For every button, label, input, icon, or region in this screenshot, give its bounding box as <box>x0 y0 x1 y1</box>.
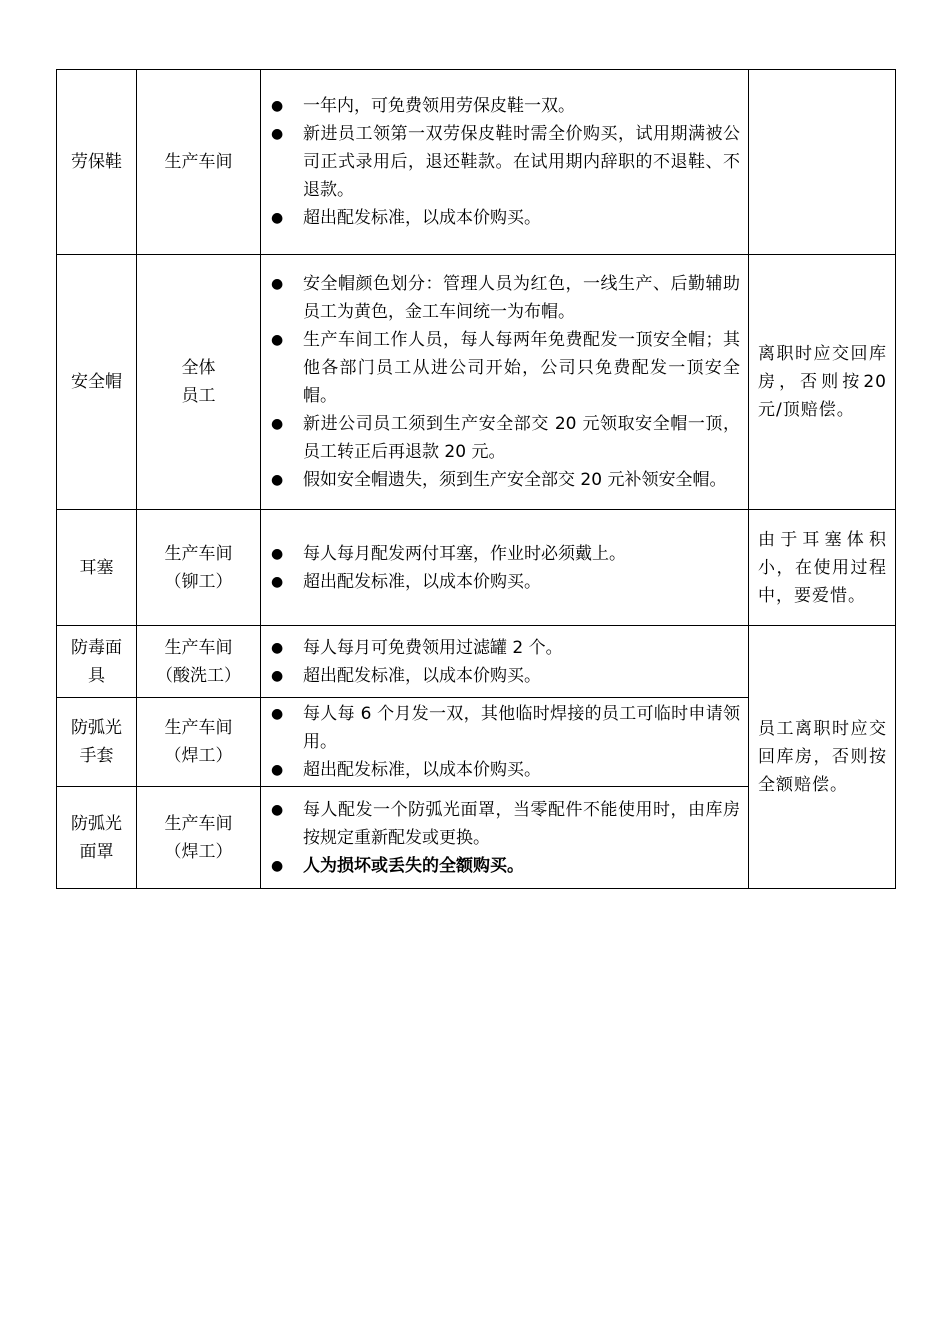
item-label-line-2: 具 <box>88 665 105 686</box>
list-item <box>271 120 740 204</box>
list-item <box>271 662 740 690</box>
item-cell <box>57 510 137 626</box>
rules-cell <box>261 255 749 510</box>
bullet-icon: ● <box>271 639 284 656</box>
item-cell <box>57 626 137 698</box>
list-item <box>271 568 740 596</box>
dept-label-line-2: （焊工） <box>164 746 233 766</box>
dept-cell <box>137 255 261 510</box>
bullet-icon: ● <box>271 98 284 114</box>
rule-text: 每人每月可免费领用过滤罐 2 个。 <box>303 637 563 658</box>
item-label: 劳保鞋 <box>71 152 122 172</box>
rule-text: 超出配发标准，以成本价购买。 <box>303 208 541 228</box>
table-row <box>57 626 896 698</box>
dept-cell <box>137 510 261 626</box>
rules-cell <box>261 698 749 787</box>
list-item <box>271 700 740 756</box>
rules-list <box>271 700 740 784</box>
bullet-icon: ● <box>271 762 284 778</box>
dept-cell <box>137 787 261 889</box>
bullet-icon: ● <box>271 276 284 292</box>
bullet-icon: ● <box>271 857 284 874</box>
dept-label-line-1: 生产车间 <box>164 813 233 834</box>
bullet-icon: ● <box>271 210 284 226</box>
item-label-line-1: 防弧光 <box>71 813 122 834</box>
rules-list <box>271 270 740 494</box>
rule-text: 超出配发标准，以成本价购买。 <box>303 665 541 686</box>
bullet-icon: ● <box>271 126 284 142</box>
list-item <box>271 270 740 326</box>
item-label: 耳塞 <box>79 557 114 578</box>
list-item <box>271 204 740 232</box>
list-item <box>271 634 740 662</box>
dept-label-line-2: 员工 <box>181 386 216 406</box>
rules-list <box>271 634 740 690</box>
rule-text: 每人每 6 个月发一双，其他临时焊接的员工可临时申请领用。 <box>303 704 740 752</box>
rules-cell <box>261 787 749 889</box>
rules-list <box>271 796 740 880</box>
rules-cell <box>261 70 749 255</box>
item-label: 安全帽 <box>71 372 122 392</box>
list-item <box>271 756 740 784</box>
rule-text: 每人配发一个防弧光面罩，当零配件不能使用时，由库房按规定重新配发或更换。 <box>303 799 740 848</box>
ppe-distribution-table <box>56 69 896 889</box>
rules-list <box>271 92 740 232</box>
table-row <box>57 255 896 510</box>
dept-label-line-1: 生产车间 <box>164 718 233 738</box>
rule-text: 安全帽颜色划分：管理人员为红色，一线生产、后勤辅助员工为黄色，金工车间统一为布帽。 <box>303 274 740 322</box>
remark-text: 员工离职时应交回库房，否则按全额赔偿。 <box>758 719 887 795</box>
dept-cell <box>137 698 261 787</box>
dept-label-line-1: 生产车间 <box>164 543 233 564</box>
remark-cell <box>749 70 896 255</box>
bullet-icon: ● <box>271 706 284 722</box>
table-row <box>57 510 896 626</box>
rule-text: 超出配发标准，以成本价购买。 <box>303 760 541 780</box>
bullet-icon: ● <box>271 545 284 562</box>
remark-cell <box>749 255 896 510</box>
rule-text: 新进公司员工须到生产安全部交 20 元领取安全帽一顶，员工转正后再退款 20 元。 <box>303 414 740 462</box>
dept-cell <box>137 626 261 698</box>
table-row <box>57 70 896 255</box>
rule-text: 超出配发标准，以成本价购买。 <box>303 571 541 592</box>
dept-label-line-1: 生产车间 <box>164 637 233 658</box>
dept-label-line-1: 全体 <box>181 358 216 378</box>
bullet-icon: ● <box>271 667 284 684</box>
list-item <box>271 92 740 120</box>
list-item <box>271 466 740 494</box>
rule-text: 每人每月配发两付耳塞，作业时必须戴上。 <box>303 543 626 564</box>
dept-label-line-2: （铆工） <box>164 571 233 592</box>
item-label-line-2: 手套 <box>79 746 114 766</box>
bullet-icon: ● <box>271 332 284 348</box>
dept-label-line-2: （焊工） <box>164 841 233 862</box>
rules-cell <box>261 510 749 626</box>
item-cell <box>57 255 137 510</box>
item-cell <box>57 698 137 787</box>
list-item <box>271 540 740 568</box>
rule-text: 假如安全帽遗失，须到生产安全部交 20 元补领安全帽。 <box>303 470 727 490</box>
bullet-icon: ● <box>271 416 284 432</box>
item-label-line-2: 面罩 <box>79 841 114 862</box>
list-item <box>271 326 740 410</box>
rule-text: 一年内，可免费领用劳保皮鞋一双。 <box>303 96 575 116</box>
item-cell <box>57 787 137 889</box>
item-cell <box>57 70 137 255</box>
remark-cell <box>749 510 896 626</box>
rule-text: 生产车间工作人员，每人每两年免费配发一顶安全帽；其他各部门员工从进公司开始，公司只免费配发一顶安全帽。 <box>303 330 740 406</box>
dept-label-line-2: （酸洗工） <box>156 665 241 686</box>
list-item <box>271 852 740 880</box>
remark-cell <box>749 626 896 889</box>
item-label-line-1: 防毒面 <box>71 637 122 658</box>
list-item <box>271 410 740 466</box>
dept-label: 生产车间 <box>164 152 233 172</box>
rules-list <box>271 540 740 596</box>
bullet-icon: ● <box>271 801 284 818</box>
list-item <box>271 796 740 852</box>
rule-text-bold: 人为损坏或丢失的全额购买。 <box>303 855 524 876</box>
bullet-icon: ● <box>271 472 284 488</box>
remark-text: 离职时应交回库房，否则按20元/顶赔偿。 <box>758 344 887 420</box>
bullet-icon: ● <box>271 573 284 590</box>
rules-cell <box>261 626 749 698</box>
dept-cell <box>137 70 261 255</box>
rule-text: 新进员工领第一双劳保皮鞋时需全价购买，试用期满被公司正式录用后，退还鞋款。在试用期内辞职的不退鞋、不退款。 <box>303 124 740 200</box>
item-label-line-1: 防弧光 <box>71 718 122 738</box>
remark-text: 由于耳塞体积小，在使用过程中，要爱惜。 <box>758 529 887 606</box>
